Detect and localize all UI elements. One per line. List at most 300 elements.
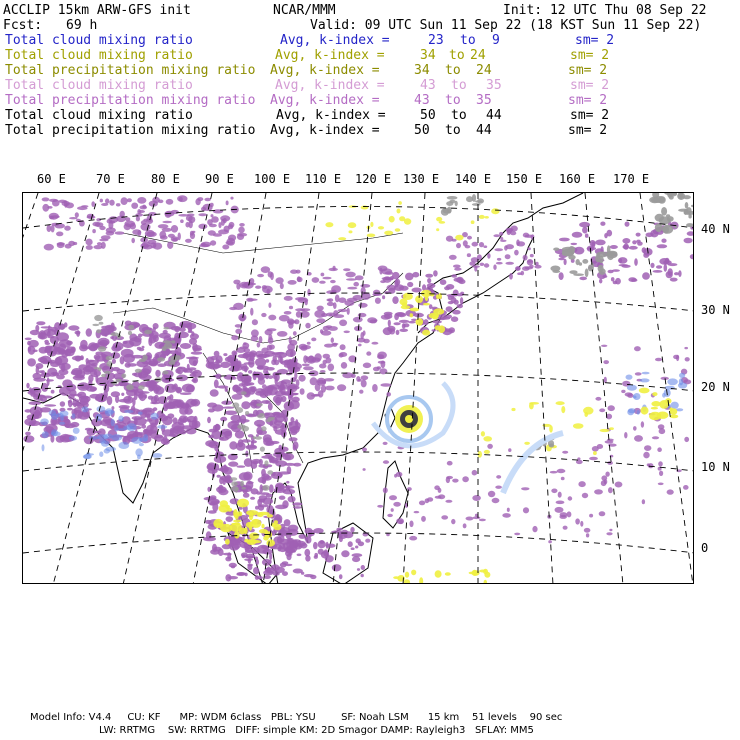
cloud-patch [473,516,481,519]
cloud-patch [295,419,298,427]
cloud-patch [383,460,389,464]
cloud-patch [319,364,326,369]
low-cloud-patch [139,443,144,446]
cloud-patch [90,387,96,392]
cloud-patch [132,229,141,235]
cloud-patch [259,459,263,466]
cloud-patch [327,299,331,302]
cloud-patch [467,253,471,257]
ice-patch [669,195,674,199]
ice-patch [111,332,120,336]
cloud-patch [584,528,591,533]
cloud-patch [641,421,644,427]
precip-patch [561,406,565,413]
cloud-patch [664,264,668,272]
cloud-patch [628,277,636,282]
cloud-patch [582,493,588,498]
cloud-patch [251,547,260,554]
cloud-patch [167,350,178,354]
cloud-patch [351,374,356,378]
low-cloud-patch [73,428,80,434]
cloud-patch [190,231,194,236]
cloud-patch [608,270,614,274]
cloud-patch [341,550,349,557]
cloud-patch [116,203,121,206]
cloud-patch [237,234,244,240]
cloud-patch [396,330,400,335]
cloud-patch [80,340,88,349]
lon-label: 170 E [613,172,650,186]
cloud-patch [642,499,645,504]
cloud-patch [246,445,257,450]
cloud-patch [557,469,566,473]
cloud-patch [344,331,350,334]
cloud-patch [487,253,490,259]
field-to-word: to [449,48,465,63]
cloud-patch [356,538,361,543]
cloud-patch [165,211,172,218]
ice-patch [475,200,482,203]
cloud-patch [211,430,221,439]
cloud-patch [226,516,234,522]
cloud-patch [230,377,237,380]
cloud-patch [288,280,297,285]
cloud-patch [599,511,606,516]
cloud-patch [65,244,72,249]
cloud-patch [300,543,307,549]
field-smoothing: sm= 2 [568,93,608,108]
cloud-patch [51,225,55,232]
precip-patch [234,531,240,538]
cloud-patch [358,344,362,347]
cloud-patch [589,457,598,461]
cloud-patch [239,223,245,227]
cloud-patch [386,392,391,396]
cloud-patch [244,348,251,353]
cloud-patch [521,487,529,490]
cloud-patch [228,461,238,466]
cloud-patch [65,202,74,208]
cloud-patch [305,323,310,329]
precip-patch [609,427,614,430]
cloud-patch [113,342,124,351]
ice-patch [128,325,134,330]
cloud-patch [514,250,519,256]
cloud-patch [690,254,694,259]
cloud-patch [127,198,132,202]
cloud-patch [140,205,148,209]
cloud-patch [157,363,166,367]
precip-patch [398,201,402,205]
cloud-patch [361,574,364,578]
cloud-patch [168,234,175,238]
cloud-patch [561,477,565,481]
ice-patch [104,371,111,374]
cloud-patch [395,279,400,286]
cloud-patch [517,272,522,275]
ice-patch [164,342,172,349]
cloud-patch [257,424,262,427]
model-info-line2: LW: RRTMG SW: RRTMG DIFF: simple KM: 2D Smagor DAMP: Rayleigh3 SFLAY: MM5 [99,725,534,736]
cloud-patch [555,507,564,513]
cloud-patch [150,242,156,248]
cloud-patch [361,380,367,388]
cloud-patch [292,502,302,505]
cloud-patch [312,277,320,283]
low-cloud-patch [627,409,634,415]
cloud-patch [256,388,265,393]
field-k-to: 35 [486,78,502,93]
precip-patch [549,425,553,432]
cloud-patch [589,514,593,518]
forecast-hour: 69 h [66,18,98,33]
cloud-patch [263,434,272,442]
cloud-patch [71,370,83,376]
cloud-patch [223,353,227,356]
forecast-map [22,192,694,584]
cloud-patch [183,368,188,373]
precip-patch [435,325,441,330]
cloud-patch [149,335,157,343]
field-avg-label: Avg, k-index = [270,123,380,138]
precip-patch [652,392,657,396]
cloud-patch [333,266,336,271]
ice-patch [126,384,134,390]
lon-label: 150 E [506,172,543,186]
cloud-patch [23,435,34,442]
ice-patch [171,340,175,343]
cloud-patch [388,320,391,327]
cloud-patch [599,408,605,412]
cloud-patch [258,505,264,511]
cloud-patch [137,197,146,204]
cloud-patch [497,258,501,261]
ice-patch [168,361,175,366]
cloud-patch [371,342,378,345]
cloud-patch [472,242,479,247]
cloud-patch [280,447,289,452]
cloud-patch [493,264,496,270]
cloud-patch [275,397,281,406]
precip-patch [419,577,423,584]
cloud-patch [100,199,103,203]
cloud-patch [153,386,164,394]
cloud-patch [273,426,277,432]
lat-label: 40 N [701,222,730,236]
cloud-patch [258,378,265,385]
ice-patch [455,201,458,206]
cloud-patch [325,386,335,391]
cloud-patch [328,326,338,331]
field-name: Total cloud mixing ratio [5,48,193,63]
precip-patch [524,442,530,445]
cloud-patch [658,483,664,486]
cloud-patch [257,576,263,579]
cloud-patch [231,415,242,422]
low-cloud-patch [627,385,637,391]
cloud-patch [112,359,116,364]
cloud-patch [551,489,557,494]
cloud-patch [412,288,422,293]
precip-patch [435,570,442,578]
center-label: NCAR/MMM [273,3,336,18]
cloud-patch [170,428,174,433]
lon-label: 60 E [37,172,66,186]
cloud-patch [271,359,276,365]
cloud-patch [67,408,73,411]
cloud-patch [667,489,674,494]
ice-patch [466,196,473,202]
precip-patch [263,536,269,541]
cloud-patch [316,318,325,323]
cloud-patch [105,198,109,203]
cloud-patch [27,358,36,366]
low-cloud-patch [135,448,142,456]
cloud-patch [46,379,54,381]
cloud-patch [479,242,484,247]
low-cloud-patch [626,375,633,380]
cloud-patch [109,200,114,206]
low-cloud-patch [642,372,650,375]
cloud-patch [514,533,520,536]
cloud-patch [225,557,231,562]
low-cloud-patch [105,408,114,416]
ice-patch [569,270,577,274]
cloud-patch [44,348,51,353]
cloud-patch [123,396,133,404]
cloud-patch [483,245,487,248]
cloud-patch [392,272,400,279]
cloud-patch [460,297,463,305]
precip-patch [248,540,261,544]
cloud-patch [300,388,305,395]
precip-patch [401,305,410,309]
cloud-patch [636,233,641,237]
cloud-patch [387,514,393,517]
precip-patch [483,436,492,441]
cloud-patch [101,242,106,249]
cloud-patch [495,486,502,489]
cloud-patch [465,245,471,248]
field-smoothing: sm= 2 [568,63,608,78]
cloud-patch [346,278,357,281]
cloud-patch [407,282,413,287]
ice-patch [582,259,588,264]
cloud-patch [209,224,217,228]
field-smoothing: sm= 2 [570,108,610,123]
low-cloud-patch [40,418,49,425]
precip-patch [249,533,259,540]
cloud-patch [274,487,286,493]
cloud-patch [558,492,562,498]
cloud-patch [25,338,32,341]
cloud-patch [572,232,583,238]
cloud-patch [502,513,511,518]
cloud-patch [322,277,331,280]
cloud-patch [363,363,371,369]
ice-patch [144,330,152,334]
cloud-patch [579,277,587,281]
ice-patch [268,417,273,421]
cloud-patch [304,574,314,577]
cloud-patch [190,373,197,377]
cloud-patch [451,316,458,322]
cloud-patch [619,264,629,266]
cloud-patch [137,347,142,350]
ice-patch [94,315,103,321]
cloud-patch [339,320,347,327]
low-cloud-patch [139,437,148,441]
cloud-patch [191,351,203,354]
cloud-patch [204,198,211,201]
precip-patch [485,216,489,219]
cloud-patch [634,435,643,442]
ice-patch [240,481,244,487]
ice-patch [684,209,688,215]
cloud-patch [263,369,268,375]
field-name: Total cloud mixing ratio [5,108,193,123]
cloud-patch [363,330,366,335]
precip-patch [233,520,241,523]
cloud-patch [36,398,43,401]
cloud-patch [180,392,192,395]
precip-patch [411,570,416,576]
low-cloud-patch [49,410,57,416]
cloud-mixing-ratio-shading [23,195,694,581]
precip-patch [469,572,475,575]
ice-patch [121,374,126,379]
cloud-patch [609,529,612,531]
cloud-patch [684,347,688,349]
cloud-patch [107,396,113,405]
cloud-patch [223,406,235,408]
precip-patch [410,308,420,312]
cloud-patch [177,367,184,375]
cloud-patch [51,390,55,394]
ice-patch [691,205,694,207]
cloud-patch [116,369,125,374]
cloud-patch [121,197,128,205]
cloud-patch [210,203,214,207]
low-cloud-patch [123,426,134,430]
cloud-patch [323,326,330,331]
precip-patch [425,294,429,302]
cloud-patch [607,230,613,237]
field-k-to: 9 [492,33,500,48]
cloud-patch [444,286,450,290]
cloud-patch [145,419,152,422]
cloud-patch [150,423,157,428]
cloud-patch [230,197,233,200]
cloud-patch [595,397,601,401]
cloud-patch [162,414,165,417]
cloud-patch [161,438,170,445]
precip-patch [471,220,475,224]
precip-patch [214,523,223,526]
cloud-patch [92,229,96,233]
low-cloud-patch [114,425,118,432]
low-cloud-patch [82,406,89,412]
precip-patch [399,216,405,221]
cloud-patch [239,383,244,387]
cloud-patch [648,463,654,468]
cloud-patch [331,337,334,343]
ice-patch [163,340,172,343]
lon-label: 70 E [96,172,125,186]
cloud-patch [208,362,220,370]
cloud-patch [233,303,244,310]
ice-patch [128,331,132,336]
ice-patch [472,194,476,202]
latitude-line [23,452,694,471]
cloud-patch [293,331,297,336]
cloud-patch [454,278,463,282]
lon-label: 110 E [305,172,342,186]
cloud-patch [121,349,134,358]
ice-patch [241,391,247,395]
philippines-coastline [383,461,408,528]
cloud-patch [683,485,689,490]
cloud-patch [213,464,219,471]
cloud-patch [51,215,60,218]
field-k-from: 34 [414,63,430,78]
cloud-patch [214,455,226,463]
cloud-patch [248,558,251,563]
cloud-patch [333,302,337,309]
cloud-patch [528,247,531,250]
cloud-patch [25,432,31,436]
field-name: Total cloud mixing ratio [5,78,193,93]
cloud-patch [615,482,623,488]
ice-patch [252,436,256,439]
field-k-from: 50 [414,123,430,138]
cloud-patch [77,382,89,391]
precip-patch [348,222,357,228]
cloud-patch [122,340,134,348]
field-to-word: to [445,93,461,108]
cloud-patch [321,330,332,335]
low-cloud-patch [42,444,45,451]
cloud-patch [506,229,512,234]
cloud-patch [268,375,273,379]
field-k-from: 50 [420,108,436,123]
cloud-patch [44,404,56,407]
cloud-patch [685,357,690,361]
cloud-patch [440,279,447,285]
ice-patch [447,196,458,200]
cloud-patch [218,222,221,228]
low-cloud-patch [111,434,122,441]
cloud-patch [658,461,663,466]
cloud-patch [75,403,86,406]
cloud-patch [625,222,630,227]
field-smoothing: sm= 2 [568,123,608,138]
cloud-patch [657,447,662,452]
cloud-patch [658,424,665,429]
low-cloud-patch [86,453,94,455]
cloud-patch [30,330,40,335]
cloud-patch [284,486,295,489]
precip-patch [266,539,275,546]
ice-patch [106,356,113,361]
cloud-patch [580,521,583,527]
cloud-patch [405,273,414,281]
cloud-patch [159,231,166,238]
cloud-patch [279,496,286,500]
cloud-patch [432,320,442,323]
cloud-patch [414,313,424,318]
cloud-patch [233,365,243,371]
